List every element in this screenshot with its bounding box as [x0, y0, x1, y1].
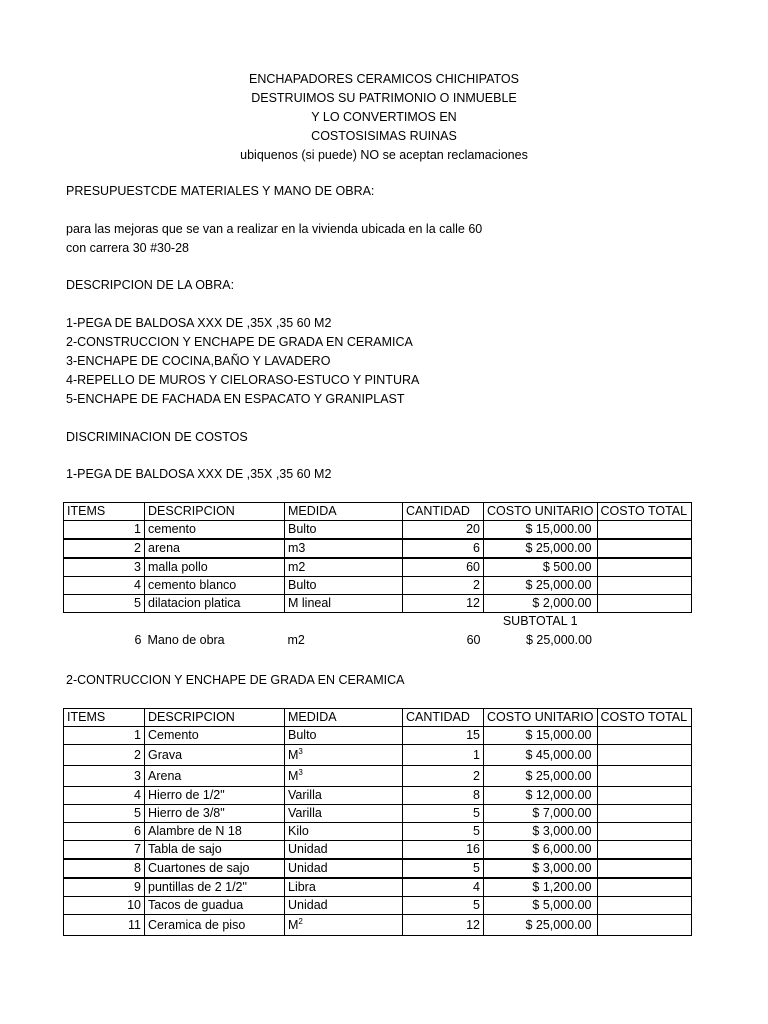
item-number: 2 — [64, 745, 145, 766]
col-costo-unitario: COSTO UNITARIO — [484, 503, 598, 521]
item-unit-cost: $ 15,000.00 — [484, 727, 598, 745]
item-unit: m2 — [285, 558, 403, 577]
table-row — [64, 521, 692, 540]
section1-table — [63, 502, 692, 650]
item-total-cost — [597, 539, 691, 558]
subtotal-label: SUBTOTAL 1 — [502, 614, 578, 628]
section2-title: 2-CONTRUCCION Y ENCHAPE DE GRADA EN CERAMICA — [66, 673, 405, 687]
table-header-row — [64, 709, 692, 727]
item-description: puntillas de 2 1/2" — [145, 878, 285, 897]
item-unit-cost: $ 25,000.00 — [525, 633, 592, 647]
item-unit: $M^3$ — [285, 766, 403, 787]
item-total-cost — [597, 558, 691, 577]
item-total-cost — [597, 823, 691, 841]
item-unit-cost: $ 7,000.00 — [484, 805, 598, 823]
item-number: 3 — [64, 558, 145, 577]
item-unit: Bulto — [285, 521, 403, 540]
item-quantity: 2 — [403, 577, 484, 595]
table-row — [64, 878, 692, 897]
item-unit: Varilla — [285, 787, 403, 805]
item-unit: Unidad — [285, 841, 403, 860]
item-quantity: 1 — [403, 745, 484, 766]
item-unit-cost: $ 25,000.00 — [484, 577, 598, 595]
item-unit-cost: $ 500.00 — [484, 558, 598, 577]
item-unit-cost: $ 45,000.00 — [484, 745, 598, 766]
col-medida: MEDIDA — [285, 503, 403, 521]
table-row — [64, 595, 692, 613]
item-number: 10 — [64, 897, 145, 915]
item-description: Ceramica de piso — [145, 915, 285, 936]
table-row — [64, 539, 692, 558]
header-slogan-1: DESTRUIMOS SU PATRIMONIO O INMUEBLE — [251, 91, 517, 105]
item-unit-cost: $ 25,000.00 — [484, 766, 598, 787]
work-item: 5-ENCHAPE DE FACHADA EN ESPACATO Y GRANIPLAST — [66, 392, 405, 406]
item-total-cost — [597, 805, 691, 823]
col-descripcion: DESCRIPCION — [145, 709, 285, 727]
item-description: malla pollo — [145, 558, 285, 577]
item-total-cost — [597, 745, 691, 766]
table-row — [64, 805, 692, 823]
work-item: 4-REPELLO DE MUROS Y CIELORASO-ESTUCO Y PINTURA — [66, 373, 420, 387]
item-unit: $M^2$ — [285, 915, 403, 936]
table-row — [64, 841, 692, 860]
item-description: Cemento — [145, 727, 285, 745]
work-item: 1-PEGA DE BALDOSA XXX DE ,35X ,35 60 M2 — [66, 316, 332, 330]
item-unit: m3 — [285, 539, 403, 558]
item-description: cemento blanco — [145, 577, 285, 595]
item-unit-cost: $ 1,200.00 — [484, 878, 598, 897]
costs-title: DISCRIMINACION DE COSTOS — [66, 430, 248, 444]
item-total-cost — [597, 521, 691, 540]
item-number: 2 — [64, 539, 145, 558]
item-number: 4 — [64, 577, 145, 595]
item-number: 6 — [134, 633, 142, 647]
item-unit: Unidad — [285, 859, 403, 878]
item-quantity: 5 — [403, 805, 484, 823]
item-total-cost — [597, 878, 691, 897]
item-total-cost — [597, 766, 691, 787]
item-description: Cuartones de sajo — [145, 859, 285, 878]
labor-row — [64, 630, 692, 650]
table-row — [64, 727, 692, 745]
item-number: 9 — [64, 878, 145, 897]
col-descripcion: DESCRIPCION — [145, 503, 285, 521]
item-unit: Bulto — [285, 727, 403, 745]
item-unit-cost: $ 5,000.00 — [484, 897, 598, 915]
item-quantity: 16 — [403, 841, 484, 860]
item-number: 1 — [64, 521, 145, 540]
item-description: dilatacion platica — [145, 595, 285, 613]
item-total-cost — [597, 577, 691, 595]
item-description: Hierro de 1/2" — [145, 787, 285, 805]
item-unit: Bulto — [285, 577, 403, 595]
table-row — [64, 859, 692, 878]
item-description: Mano de obra — [147, 633, 225, 647]
table-row — [64, 577, 692, 595]
header-slogan-4: ubiquenos (si puede) NO se aceptan reclamaciones — [240, 148, 528, 162]
item-unit: Kilo — [285, 823, 403, 841]
col-costo-unitario: COSTO UNITARIO — [484, 709, 598, 727]
item-total-cost — [597, 859, 691, 878]
item-description: Grava — [145, 745, 285, 766]
item-unit-cost: $ 25,000.00 — [484, 539, 598, 558]
col-medida: MEDIDA — [285, 709, 403, 727]
item-number: 3 — [64, 766, 145, 787]
document-header — [0, 70, 768, 165]
item-quantity: 15 — [403, 727, 484, 745]
item-unit: M lineal — [285, 595, 403, 613]
item-number: 5 — [64, 805, 145, 823]
item-description: Tacos de guadua — [145, 897, 285, 915]
subtotal-row — [64, 613, 692, 631]
work-item: 3-ENCHAPE DE COCINA,BAÑO Y LAVADERO — [66, 354, 331, 368]
col-cantidad: CANTIDAD — [403, 709, 484, 727]
item-total-cost — [597, 787, 691, 805]
item-quantity: 6 — [403, 539, 484, 558]
item-unit: $M^3$ — [285, 745, 403, 766]
item-quantity: 2 — [403, 766, 484, 787]
item-unit-cost: $ 3,000.00 — [484, 823, 598, 841]
item-number: 5 — [64, 595, 145, 613]
table-row — [64, 897, 692, 915]
item-description: Alambre de N 18 — [145, 823, 285, 841]
item-description: cemento — [145, 521, 285, 540]
table-row — [64, 915, 692, 936]
item-number: 7 — [64, 841, 145, 860]
item-unit-cost: $ 6,000.00 — [484, 841, 598, 860]
col-costo-total: COSTO TOTAL — [597, 709, 691, 727]
item-total-cost — [597, 915, 691, 936]
item-quantity: 12 — [403, 595, 484, 613]
item-unit-cost: $ 12,000.00 — [484, 787, 598, 805]
work-item: 2-CONSTRUCCION Y ENCHAPE DE GRADA EN CERAMICA — [66, 335, 413, 349]
item-quantity: 60 — [403, 558, 484, 577]
item-quantity: 60 — [466, 633, 481, 647]
item-quantity: 20 — [403, 521, 484, 540]
table-header-row — [64, 503, 692, 521]
col-costo-total: COSTO TOTAL — [597, 503, 691, 521]
section2-table — [63, 708, 692, 936]
item-unit: m2 — [287, 633, 305, 647]
item-quantity: 5 — [403, 823, 484, 841]
item-total-cost — [597, 841, 691, 860]
item-quantity: 5 — [403, 859, 484, 878]
item-total-cost — [597, 595, 691, 613]
item-number: 8 — [64, 859, 145, 878]
item-number: 4 — [64, 787, 145, 805]
item-description: Hierro de 3/8" — [145, 805, 285, 823]
table-row — [64, 787, 692, 805]
item-total-cost — [597, 727, 691, 745]
item-quantity: 5 — [403, 897, 484, 915]
item-quantity: 12 — [403, 915, 484, 936]
item-description: arena — [145, 539, 285, 558]
col-cantidad: CANTIDAD — [403, 503, 484, 521]
section1-title: 1-PEGA DE BALDOSA XXX DE ,35X ,35 60 M2 — [66, 467, 332, 481]
item-number: 1 — [64, 727, 145, 745]
item-unit-cost: $ 15,000.00 — [484, 521, 598, 540]
table-row — [64, 823, 692, 841]
table-row — [64, 745, 692, 766]
col-items: ITEMS — [64, 709, 145, 727]
table-row — [64, 766, 692, 787]
item-description: Tabla de sajo — [145, 841, 285, 860]
col-items: ITEMS — [64, 503, 145, 521]
item-unit-cost: $ 3,000.00 — [484, 859, 598, 878]
table-row — [64, 558, 692, 577]
budget-title: PRESUPUESTCDE MATERIALES Y MANO DE OBRA: — [66, 184, 375, 198]
item-description: Arena — [145, 766, 285, 787]
intro-line-1: para las mejoras que se van a realizar en la vivienda ubicada en la calle 60 — [66, 222, 483, 236]
item-unit: Varilla — [285, 805, 403, 823]
header-slogan-3: COSTOSISIMAS RUINAS — [311, 129, 457, 143]
work-description-title: DESCRIPCION DE LA OBRA: — [66, 278, 235, 292]
item-quantity: 8 — [403, 787, 484, 805]
item-unit: Libra — [285, 878, 403, 897]
company-name: ENCHAPADORES CERAMICOS CHICHIPATOS — [249, 72, 519, 86]
item-unit: Unidad — [285, 897, 403, 915]
item-number: 11 — [64, 915, 145, 936]
item-quantity: 4 — [403, 878, 484, 897]
intro-line-2: con carrera 30 #30-28 — [66, 241, 189, 255]
header-slogan-2: Y LO CONVERTIMOS EN — [311, 110, 457, 124]
item-total-cost — [597, 897, 691, 915]
item-unit-cost: $ 25,000.00 — [484, 915, 598, 936]
item-number: 6 — [64, 823, 145, 841]
item-unit-cost: $ 2,000.00 — [484, 595, 598, 613]
